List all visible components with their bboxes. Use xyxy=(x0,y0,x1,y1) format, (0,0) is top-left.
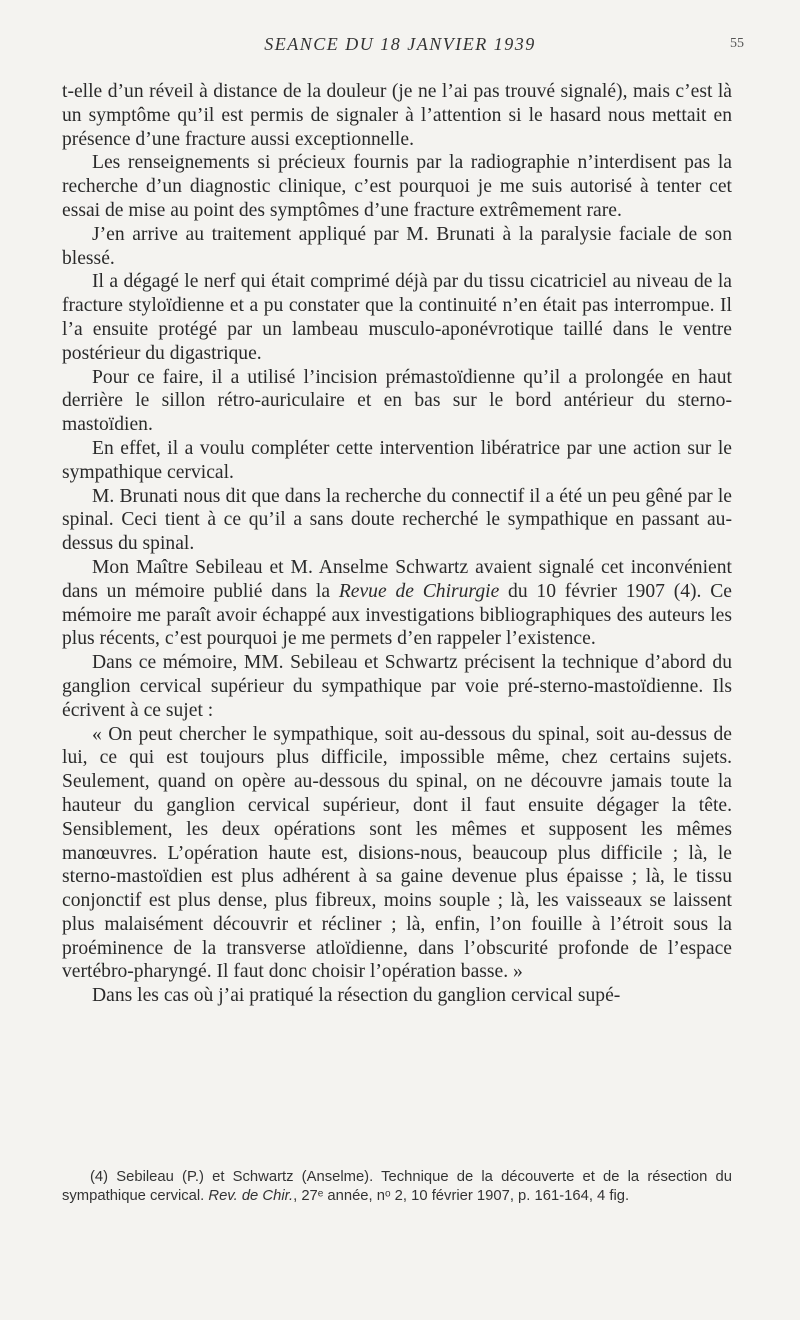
paragraph: Dans les cas où j’ai pratiqué la résection du ganglion cervical supé- xyxy=(92,985,621,1007)
text-run: du 10 février 1907 (4). Ce mémoire me paraît avoir échappé aux investigations bibliographiques des auteurs les plus récents, c’est pourquoi je me permets d’en rappeler l’existence. xyxy=(62,580,732,650)
page-header xyxy=(62,34,744,62)
paragraph: En effet, il a voulu compléter cette intervention libératrice par une action sur le sympathique cervical. xyxy=(62,437,732,483)
quotation: « On peut chercher le sympathique, soit au-dessous du spinal, soit au-dessus de lui, ce qui est toujours plus difficile, impossible même, chez certains sujets. Seulement, quand on opère au-dessous du spinal, on ne découvre jamais toute la hauteur du ganglion cervical supérieur, dont il faut ensuite dégager la tête. Sensiblement, les deux opérations sont les mêmes et supposent les mêmes manœuvres. L’opération haute est, disions-nous, beaucoup plus difficile ; là, le sterno-mastoïdien est plus adhérent à sa gaine devenue plus épaisse ; là, le tissu conjonctif est plus dense, plus fibreux, moins souple ; là, les vaisseaux se laissent plus malaisément découvrir et récliner ; là, enfin, l’on fouille à l’étroit sous la proéminence de la transverse atloïdienne, dans l’obscurité profonde de l’espace vertébro-pharyngé. Il faut donc choisir l’opération basse. » xyxy=(62,723,732,983)
running-head: SEANCE DU 18 JANVIER 1939 xyxy=(264,34,536,54)
journal-abbrev: Rev. de Chir. xyxy=(208,1188,294,1204)
paragraph: J’en arrive au traitement appliqué par M. Brunati à la paralysie faciale de son blessé. xyxy=(62,223,732,269)
paragraph: Dans ce mémoire, MM. Sebileau et Schwartz précisent la technique d’abord du ganglion cervical supérieur du sympathique par voie pré-sterno-mastoïdienne. Ils écrivent à ce sujet : xyxy=(62,652,732,721)
body-text xyxy=(62,80,732,1008)
paragraph: Il a dégagé le nerf qui était comprimé déjà par du tissu cicatriciel au niveau de la fracture styloïdienne et a pu constater que la continuité n’en était pas interrompue. Il l’a ensuite protégé par un lambeau musculo-aponévrotique taillé dans le ventre postérieur du digastrique. xyxy=(62,271,732,364)
text-run: (4) Sebileau (P.) et Schwartz (Anselme). Technique de la découverte et de la résection du sympathique cervical. xyxy=(62,1169,732,1204)
paragraph: M. Brunati nous dit que dans la recherche du connectif il a été un peu gêné par le spinal. Ceci tient à ce qu’il a sans doute recherché le sympathique en passant au-dessus du spinal. xyxy=(62,485,732,555)
text-run: Mon Maître Sebileau et M. Anselme Schwartz avaient signalé cet inconvénient dans un mémoire publié dans la xyxy=(62,556,732,602)
paragraph: Les renseignements si précieux fournis par la radiographie n’interdisent pas la recherche d’un diagnostic clinique, c’est pourquoi je me suis autorisé à tenter cet essai de mise au point des symptômes d’une fracture extrêmement rare. xyxy=(62,152,732,221)
page-number: 55 xyxy=(730,36,744,51)
footnote xyxy=(62,1168,732,1206)
footnote-text xyxy=(62,1168,732,1206)
journal-title: Revue de Chirurgie xyxy=(338,580,500,602)
text-run: , 27ᵉ année, nᵒ 2, 10 février 1907, p. 161-164, 4 fig. xyxy=(293,1188,630,1204)
paragraph-mon-maitre xyxy=(62,556,732,651)
paragraph: t-elle d’un réveil à distance de la douleur (je ne l’ai pas trouvé signalé), mais c’est là un symptôme qu’il est permis de signaler à l’attention si le hasard nous mettait en présence d’une fracture aussi exceptionnelle. xyxy=(62,81,732,150)
paragraph: Pour ce faire, il a utilisé l’incision prémastoïdienne qu’il a prolongée en haut derrière le sillon rétro-auriculaire et en bas sur le bord antérieur du sterno-mastoïdien. xyxy=(62,366,732,436)
